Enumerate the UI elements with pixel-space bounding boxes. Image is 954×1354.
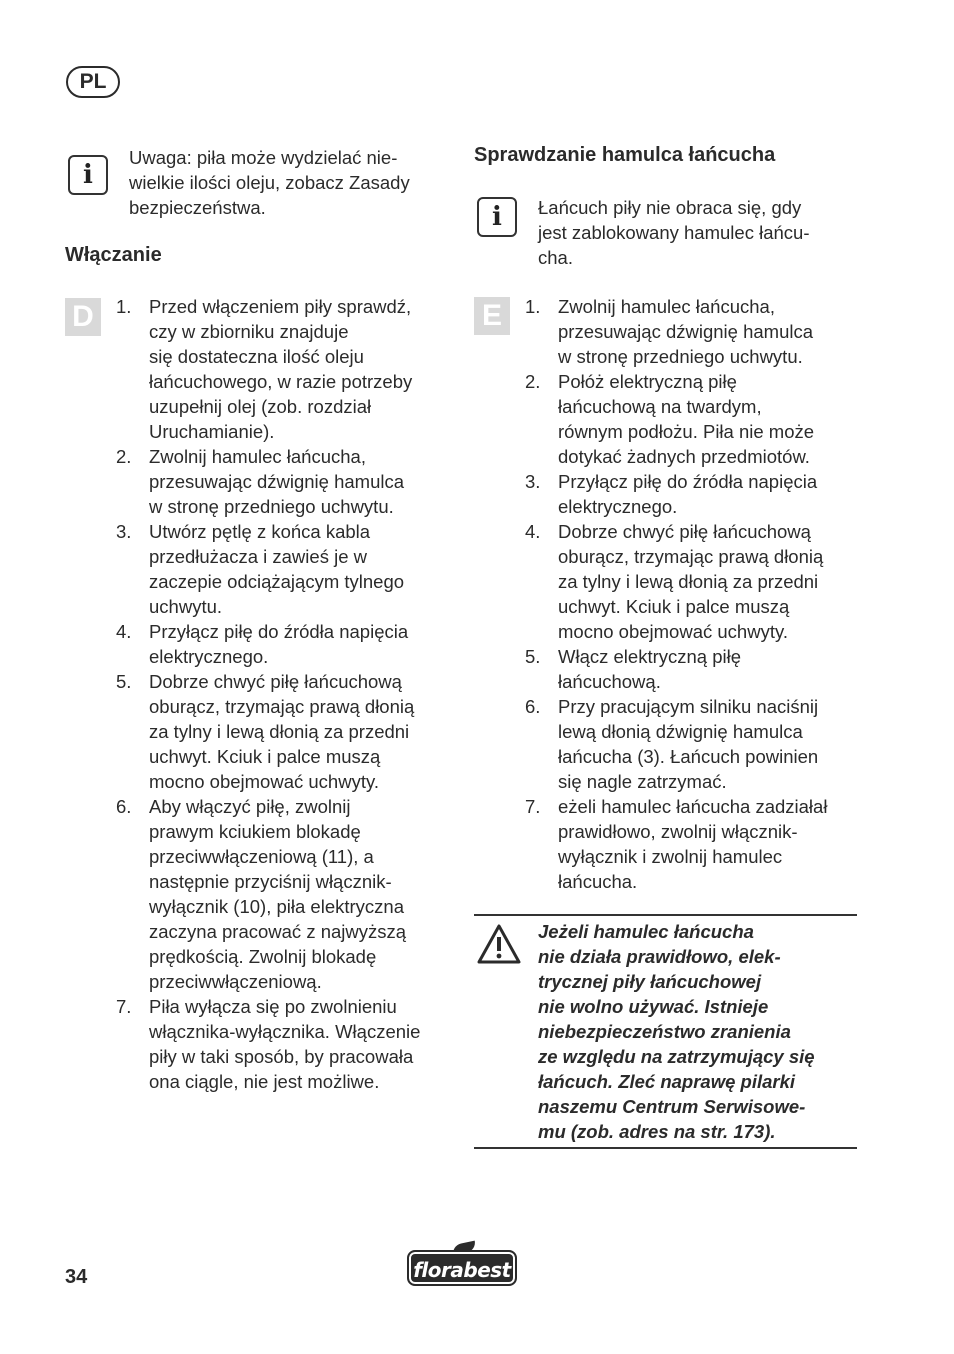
step-item (116, 669, 456, 794)
info-icon: i (68, 155, 108, 195)
step-text: Piła wyłącza się po zwolnieniu włącznika-wyłącznika. Włączenie piły w taki sposób, by pracowała ona ciągle, nie jest możliwe. (149, 996, 421, 1092)
step-item (525, 644, 865, 694)
step-badge-e: E (474, 297, 510, 335)
step-text: Zwolnij hamulec łańcucha, przesuwając dźwignię hamulca w stronę przedniego uchwytu. (149, 446, 405, 517)
step-number: 1. (116, 296, 132, 317)
brake-check-steps-list (525, 294, 865, 894)
step-badge-d: D (65, 298, 101, 336)
oil-note: Uwaga: piła może wydzielać nie- wielkie ilości oleju, zobacz Zasady bezpieczeństwa. (129, 147, 410, 218)
step-text: Połóż elektryczną piłę łańcuchową na twardym, równym podłożu. Piła nie może dotykać żadnych przedmiotów. (558, 371, 815, 467)
step-text: Utwórz pętlę z końca kabla przedłużacza i zawieś je w zaczepie odciążającym tylnego uchwytu. (149, 521, 405, 617)
warning-top-rule (474, 914, 857, 916)
step-text: Włącz elektryczną piłę łańcuchową. (558, 646, 742, 692)
brake-note: Łańcuch piły nie obraca się, gdy jest zablokowany hamulec łańcu- cha. (538, 197, 810, 268)
switch-on-steps-list (116, 294, 456, 1094)
step-item (116, 444, 456, 519)
step-text: Zwolnij hamulec łańcucha, przesuwając dźwignię hamulca w stronę przedniego uchwytu. (558, 296, 814, 367)
step-number: 5. (116, 671, 132, 692)
step-number: 1. (525, 296, 541, 317)
step-number: 6. (525, 696, 541, 717)
step-item (525, 369, 865, 469)
step-item (116, 294, 456, 444)
info-icon: i (477, 197, 517, 237)
step-number: 4. (116, 621, 132, 642)
step-item (525, 694, 865, 794)
step-number: 3. (525, 471, 541, 492)
step-item (525, 469, 865, 519)
step-number: 7. (525, 796, 541, 817)
step-number: 5. (525, 646, 541, 667)
warning-bottom-rule (474, 1147, 857, 1149)
section-heading-switching-on: Włączanie (65, 244, 162, 266)
step-text: Dobrze chwyć piłę łańcuchową oburącz, trzymając prawą dłonią za tylny i lewą dłonią za przedni uchwyt. Kciuk i palce muszą mocno obejmować uchwyty. (558, 521, 824, 642)
step-number: 2. (525, 371, 541, 392)
step-text: Przed włączeniem piły sprawdź, czy w zbiorniku znajduje się dostateczna ilość oleju łańcuchowego, w razie potrzeby uzupełnij olej (zob. rozdział Uruchamianie). (149, 296, 413, 442)
step-item (116, 619, 456, 669)
page-number: 34 (65, 1266, 88, 1288)
florabest-logo: florabest (407, 1250, 517, 1286)
step-item (116, 519, 456, 619)
step-text: eżeli hamulec łańcucha zadziałał prawidłowo, zwolnij włącznik- wyłącznik i zwolnij hamulec łańcucha. (558, 796, 828, 892)
step-text: Przyłącz piłę do źródła napięcia elektrycznego. (149, 621, 409, 667)
step-text: Aby włączyć piłę, zwolnij prawym kciukiem blokadę przeciwwłączeniową (11), a następnie przyciśnij włącznik- wyłącznik (10), piła elektryczna zaczyna pracować z najwyższą prędkością. Zwolnij blokadę przeciwwłączeniową. (149, 796, 407, 992)
step-item (525, 794, 865, 894)
step-number: 4. (525, 521, 541, 542)
step-text: Przy pracującym silniku naciśnij lewą dłonią dźwignię hamulca łańcucha (3). Łańcuch powinien się nagle zatrzymać. (558, 696, 819, 792)
step-number: 6. (116, 796, 132, 817)
step-item (116, 794, 456, 994)
step-text: Dobrze chwyć piłę łańcuchową oburącz, trzymając prawą dłonią za tylny i lewą dłonią za przedni uchwyt. Kciuk i palce muszą mocno obejmować uchwyty. (149, 671, 415, 792)
step-number: 2. (116, 446, 132, 467)
step-text: Przyłącz piłę do źródła napięcia elektrycznego. (558, 471, 818, 517)
step-item (525, 294, 865, 369)
step-number: 3. (116, 521, 132, 542)
language-badge: PL (66, 66, 120, 98)
warning-text: Jeżeli hamulec łańcucha nie działa prawidłowo, elek- trycznej piły łańcuchowej nie wolno używać. Istnieje niebezpieczeństwo zranienia ze względu na zatrzymujący się łańcuch. Zleć naprawę pilarki naszemu Centrum Serwisowe- mu (zob. adres na str. 173). (538, 921, 815, 1142)
step-number: 7. (116, 996, 132, 1017)
section-heading-brake-check: Sprawdzanie hamulca łańcucha (474, 144, 776, 166)
warning-triangle-icon (476, 923, 522, 970)
step-item (116, 994, 456, 1094)
step-item (525, 519, 865, 644)
